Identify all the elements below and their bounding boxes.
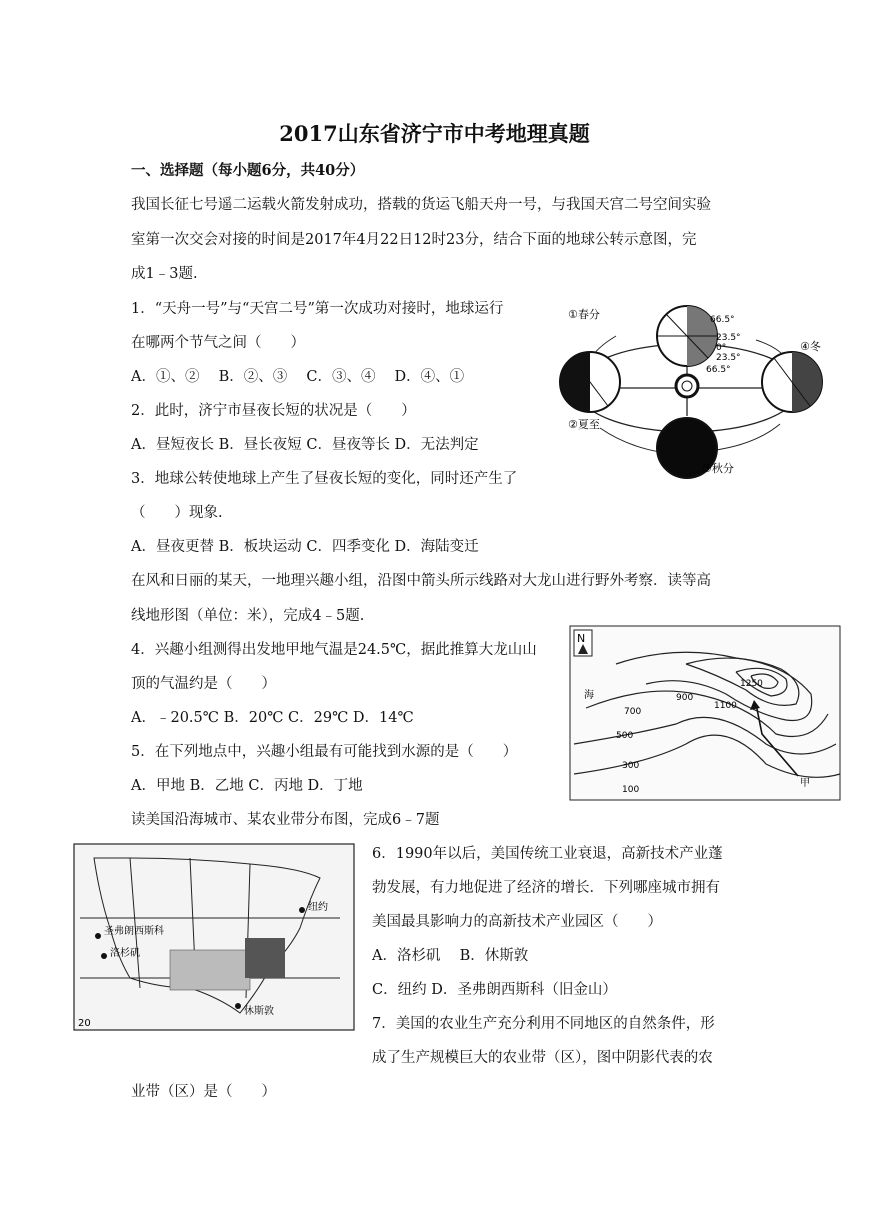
question-6-cont: 美国最具影响力的高新技术产业园区（ ）: [372, 914, 662, 930]
label-summer-solstice: ②夏至: [568, 418, 600, 431]
contour-label: 700: [624, 707, 642, 717]
contour-label: 1250: [740, 679, 763, 689]
label-latitude: 23.5°: [716, 333, 741, 343]
north-arrow-label: N: [577, 632, 586, 645]
question-1-cont: 在哪两个节气之间（ ）: [131, 335, 305, 351]
question-4: 4．兴趣小组测得出发地甲地气温是24.5℃，据此推算大龙山山: [131, 642, 537, 658]
contour-label: 300: [622, 761, 640, 771]
question-7: 7．美国的农业生产充分利用不同地区的自然条件，形: [372, 1016, 715, 1032]
label-new-york: 纽约: [308, 902, 328, 913]
question-6-options: C．纽约 D．圣弗朗西斯科（旧金山）: [372, 982, 617, 998]
label-latitude: 66.5°: [710, 315, 735, 325]
intro-line: 成1﹣3题.: [131, 266, 198, 282]
question-5-options: A．甲地 B．乙地 C．丙地 D．丁地: [131, 778, 363, 794]
question-1-options: A．①、② B．②、③ C．③、④ D．④、①: [131, 369, 465, 385]
question-4-options: A．﹣20.5℃ B．20℃ C．29℃ D．14℃: [131, 710, 414, 726]
label-latitude: 66.5°: [706, 365, 731, 375]
label-jia: 甲: [800, 778, 810, 789]
label-latitude: 0°: [716, 343, 727, 353]
contour-label: 1100: [714, 701, 737, 711]
label-winter-solstice: ④冬: [800, 340, 821, 353]
label-spring-equinox: ①春分: [568, 308, 600, 321]
question-2: 2．此时，济宁市昼夜长短的状况是（ ）: [131, 403, 416, 419]
city-dot: [235, 1003, 241, 1009]
intro-line: 线地形图（单位：米），完成4﹣5题.: [131, 608, 365, 624]
question-3-options: A．昼夜更替 B．板块运动 C．四季变化 D．海陆变迁: [131, 539, 479, 555]
question-2-options: A．昼短夜长 B．昼长夜短 C．昼夜等长 D．无法判定: [131, 437, 479, 453]
intro-line: 我国长征七号遥二运载火箭发射成功，搭载的货运飞船天舟一号，与我国天宫二号空间实验: [131, 197, 711, 213]
question-3: 3．地球公转使地球上产生了昼夜长短的变化，同时还产生了: [131, 471, 518, 487]
label-los-angeles: 洛杉矶: [110, 948, 140, 959]
question-3-cont: （ ）现象.: [131, 505, 223, 521]
city-dot: [299, 907, 305, 913]
question-7-cont: 成了生产规模巨大的农业带（区），图中阴影代表的农: [372, 1050, 713, 1066]
label-houston: 休斯敦: [244, 1006, 274, 1017]
earth-orbit-diagram: [556, 296, 836, 486]
section-heading: 一、选择题（每小题6分，共40分）: [131, 162, 365, 179]
question-6-options: A．洛杉矶 B．休斯敦: [372, 948, 529, 964]
city-dot: [101, 953, 107, 959]
contour-map: [566, 624, 844, 804]
page-title: 2017山东省济宁市中考地理真题: [279, 121, 590, 146]
contour-label: 500: [616, 731, 634, 741]
us-agriculture-map: [70, 838, 358, 1034]
label-latitude: 20: [78, 1018, 91, 1029]
contour-label: 100: [622, 785, 640, 795]
question-1: 1．“天舟一号”与“天宫二号”第一次成功对接时，地球运行: [131, 301, 504, 317]
label-san-francisco: 圣弗朗西斯科: [104, 926, 164, 937]
intro-line: 读美国沿海城市、某农业带分布图，完成6﹣7题: [131, 812, 440, 828]
intro-line: 室第一次交会对接的时间是2017年4月22日12时23分，结合下面的地球公转示意图，完: [131, 232, 697, 248]
question-5: 5．在下列地点中，兴趣小组最有可能找到水源的是（ ）: [131, 744, 518, 760]
label-autumn-equinox: ③秋分: [702, 462, 734, 475]
label-latitude: 23.5°: [716, 353, 741, 363]
label-sea: 海: [584, 690, 594, 701]
question-6: 6．1990年以后，美国传统工业衰退，高新技术产业蓬: [372, 846, 723, 862]
city-dot: [95, 933, 101, 939]
question-7-cont: 业带（区）是（ ）: [131, 1084, 276, 1100]
contour-label: 900: [676, 693, 694, 703]
question-4-cont: 顶的气温约是（ ）: [131, 676, 276, 692]
question-6-cont: 勃发展，有力地促进了经济的增长．下列哪座城市拥有: [372, 880, 720, 896]
intro-line: 在风和日丽的某天，一地理兴趣小组，沿图中箭头所示线路对大龙山进行野外考察．读等高: [131, 573, 711, 589]
